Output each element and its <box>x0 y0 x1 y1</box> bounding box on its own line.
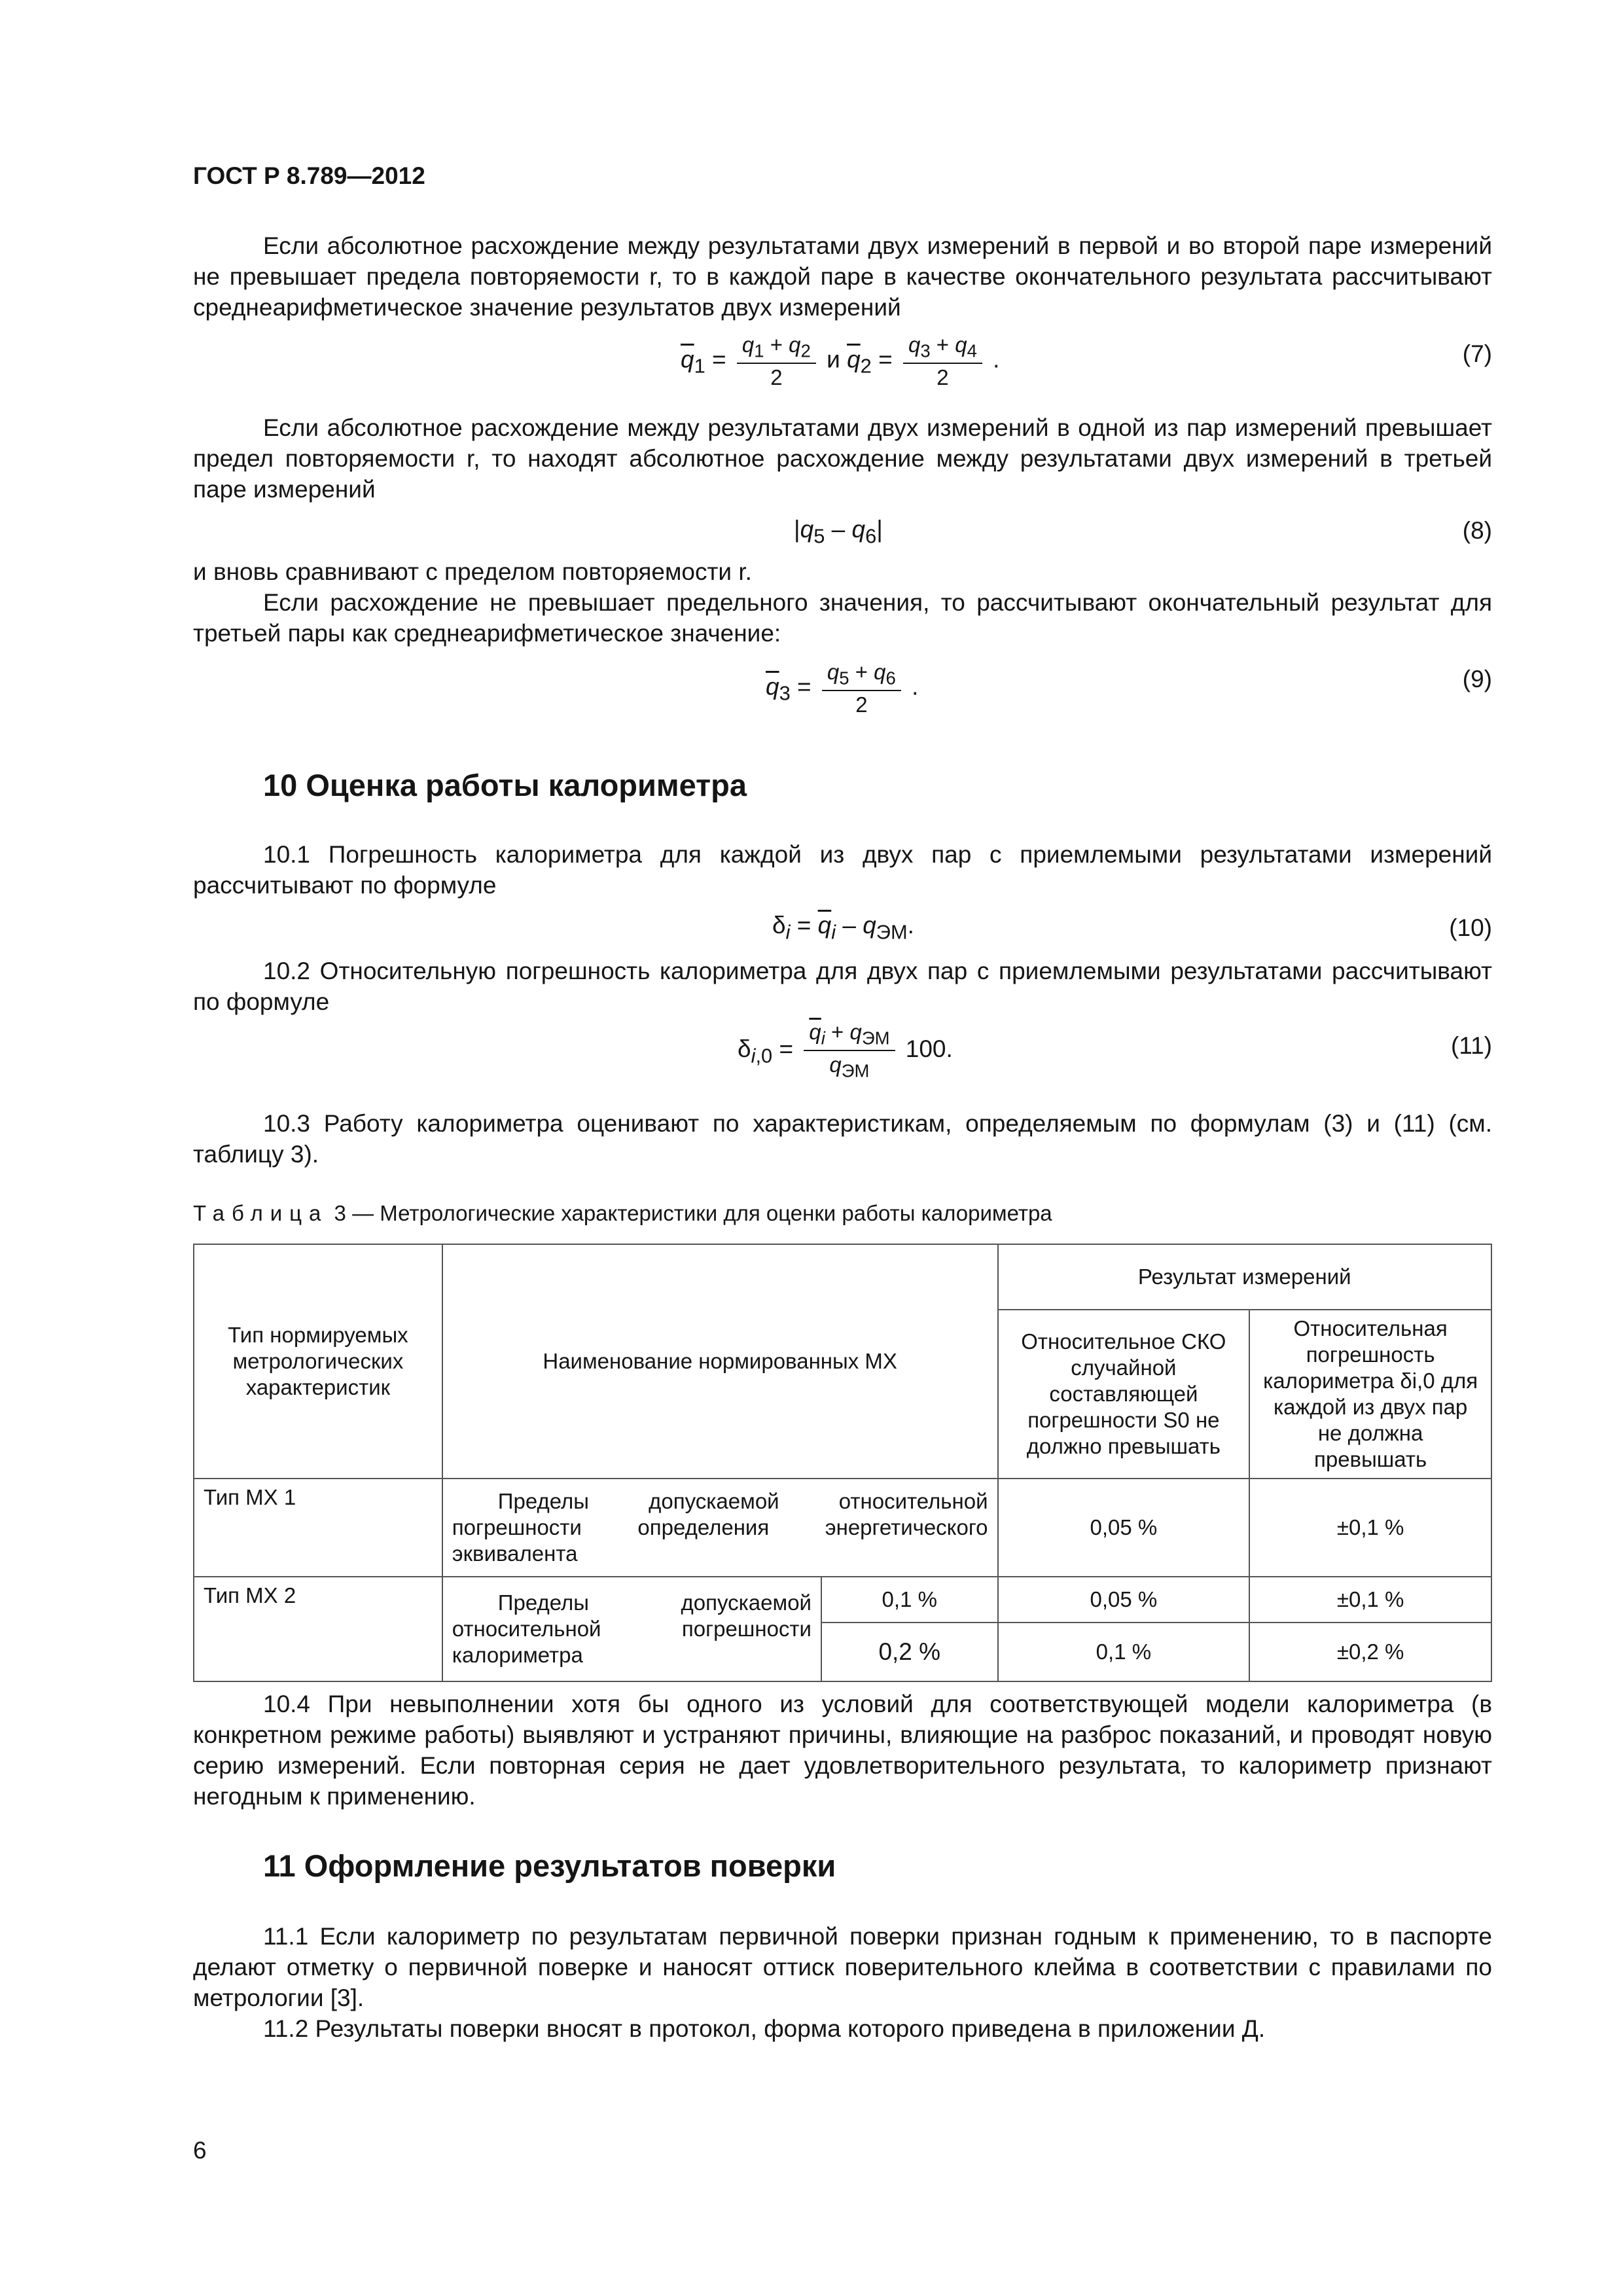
formula-9: $\overline{q}_3$ = $\frac{q_5 + q_6}{2}$ . <box>766 660 919 717</box>
table-3 <box>193 1244 1492 1682</box>
cell-name-mx2: Пределы допускаемой относительной погрешности калориметра <box>442 1577 821 1681</box>
cell-name-mx1: Пределы допускаемой относительной погрешности определения энергетического эквивалента <box>442 1479 998 1577</box>
equation-number-8: (8) <box>1462 517 1492 544</box>
cell-rel-mx1: ±0,1 % <box>1249 1479 1491 1577</box>
paragraph-third-pair: Если расхождение не превышает предельного значения, то рассчитывают окончательный результат для третьей пары как среднеарифметическое значение: <box>193 589 1492 647</box>
formula-8: $|q_5 - q_6|$ <box>794 516 883 548</box>
document-id: ГОСТ Р 8.789—2012 <box>193 162 425 189</box>
cell-rel-mx2-a: ±0,1 % <box>1249 1577 1491 1623</box>
paragraph-compare-again: и вновь сравнивают с пределом повторяемости r. <box>193 558 752 585</box>
cell-sko-mx2-a: 0,05 % <box>998 1577 1250 1623</box>
cell-value-mx2-a: 0,1 % <box>821 1577 998 1623</box>
formula-7: $\overline{q}_1$ = $\frac{q_1 + q_2}{2}$ и $\overline{q}_2$ = $\frac{q_3 + q_4}{2}$ . <box>681 332 1000 390</box>
paragraph-11-2: 11.2 Результаты поверки вносят в протокол, форма которого приведена в приложении Д. <box>263 2015 1266 2042</box>
equation-number-9: (9) <box>1462 666 1492 692</box>
paragraph-10-1: 10.1 Погрешность калориметра для каждой из двух пар с приемлемыми результатами измерений рассчитывают по формуле <box>193 841 1492 899</box>
cell-sko-mx2-b: 0,1 % <box>998 1623 1250 1681</box>
paragraph-10-3: 10.3 Работу калориметра оценивают по характеристикам, определяемым по формулам (3) и (11) (см. таблицу 3). <box>193 1110 1492 1168</box>
cell-type-mx2: Тип МХ 2 <box>194 1577 442 1681</box>
paragraph-exceeds-limit: Если абсолютное расхождение между результатами двух измерений в одной из пар измерений превышает предел повторяемости r, то находят абсолютное расхождение между результатами двух измерений в третьей паре измерений <box>193 414 1492 503</box>
header-cell-sko: Относительное СКО случайной составляющей погрешности S0 не должно превышать <box>998 1310 1250 1479</box>
formula-11: $\delta_{i,0}$ = $\frac{\overline{q}_i + q_{ЭМ}}{q_{ЭМ}}$ 100. <box>738 1020 953 1081</box>
section-10-heading: 10 Оценка работы калориметра <box>263 768 747 802</box>
equation-number-11: (11) <box>1450 1032 1492 1059</box>
section-11-heading: 11 Оформление результатов поверки <box>263 1848 836 1883</box>
equation-number-10: (10) <box>1449 914 1492 941</box>
table-3-caption: Таблица 3 — Метрологические характеристики для оценки работы калориметра <box>193 1201 1052 1225</box>
paragraph-10-4: 10.4 При невыполнении хотя бы одного из условий для соответствующей модели калориметра (в конкретном режиме работы) выявляют и устраняют причины, влияющие на разброс показаний, и проводят новую серию измерений. Если повторная серия не дает удовлетворительного результата, то калориметр признают негодным к применению. <box>193 1691 1492 1810</box>
header-cell-name: Наименование нормированных МХ <box>442 1244 998 1479</box>
formula-10: $\delta_i = \overline{q}_i - q_{ЭМ}$. <box>772 912 914 944</box>
table-row <box>194 1479 1491 1577</box>
paragraph-repeatability: Если абсолютное расхождение между результатами двух измерений в первой и во второй паре измерений не превышает предела повторяемости r, то в каждой паре в качестве окончательного результата рассчитывают среднеарифметическое значение результатов двух измерений <box>193 232 1492 321</box>
equation-number-7: (7) <box>1462 340 1492 367</box>
cell-value-mx2-b: 0,2 % <box>821 1623 998 1681</box>
paragraph-10-2: 10.2 Относительную погрешность калориметра для двух пар с приемлемыми результатами рассчитывают по формуле <box>193 958 1492 1015</box>
header-cell-rel-error: Относительная погрешность калориметра δi,0 для каждой из двух пар не должна превышать <box>1249 1310 1491 1479</box>
header-cell-type: Тип нормируемых метрологических характеристик <box>194 1244 442 1479</box>
cell-rel-mx2-b: ±0,2 % <box>1249 1623 1491 1681</box>
header-cell-result: Результат измерений <box>998 1244 1491 1310</box>
paragraph-11-1: 11.1 Если калориметр по результатам первичной поверки признан годным к применению, то в паспорте делают отметку о первичной поверке и наносят оттиск поверительного клейма в соответствии с правилами по метрологии [3]. <box>193 1923 1492 2011</box>
cell-sko-mx1: 0,05 % <box>998 1479 1250 1577</box>
cell-type-mx1: Тип МХ 1 <box>194 1479 442 1577</box>
table-row <box>194 1577 1491 1623</box>
page-number: 6 <box>193 2137 207 2164</box>
